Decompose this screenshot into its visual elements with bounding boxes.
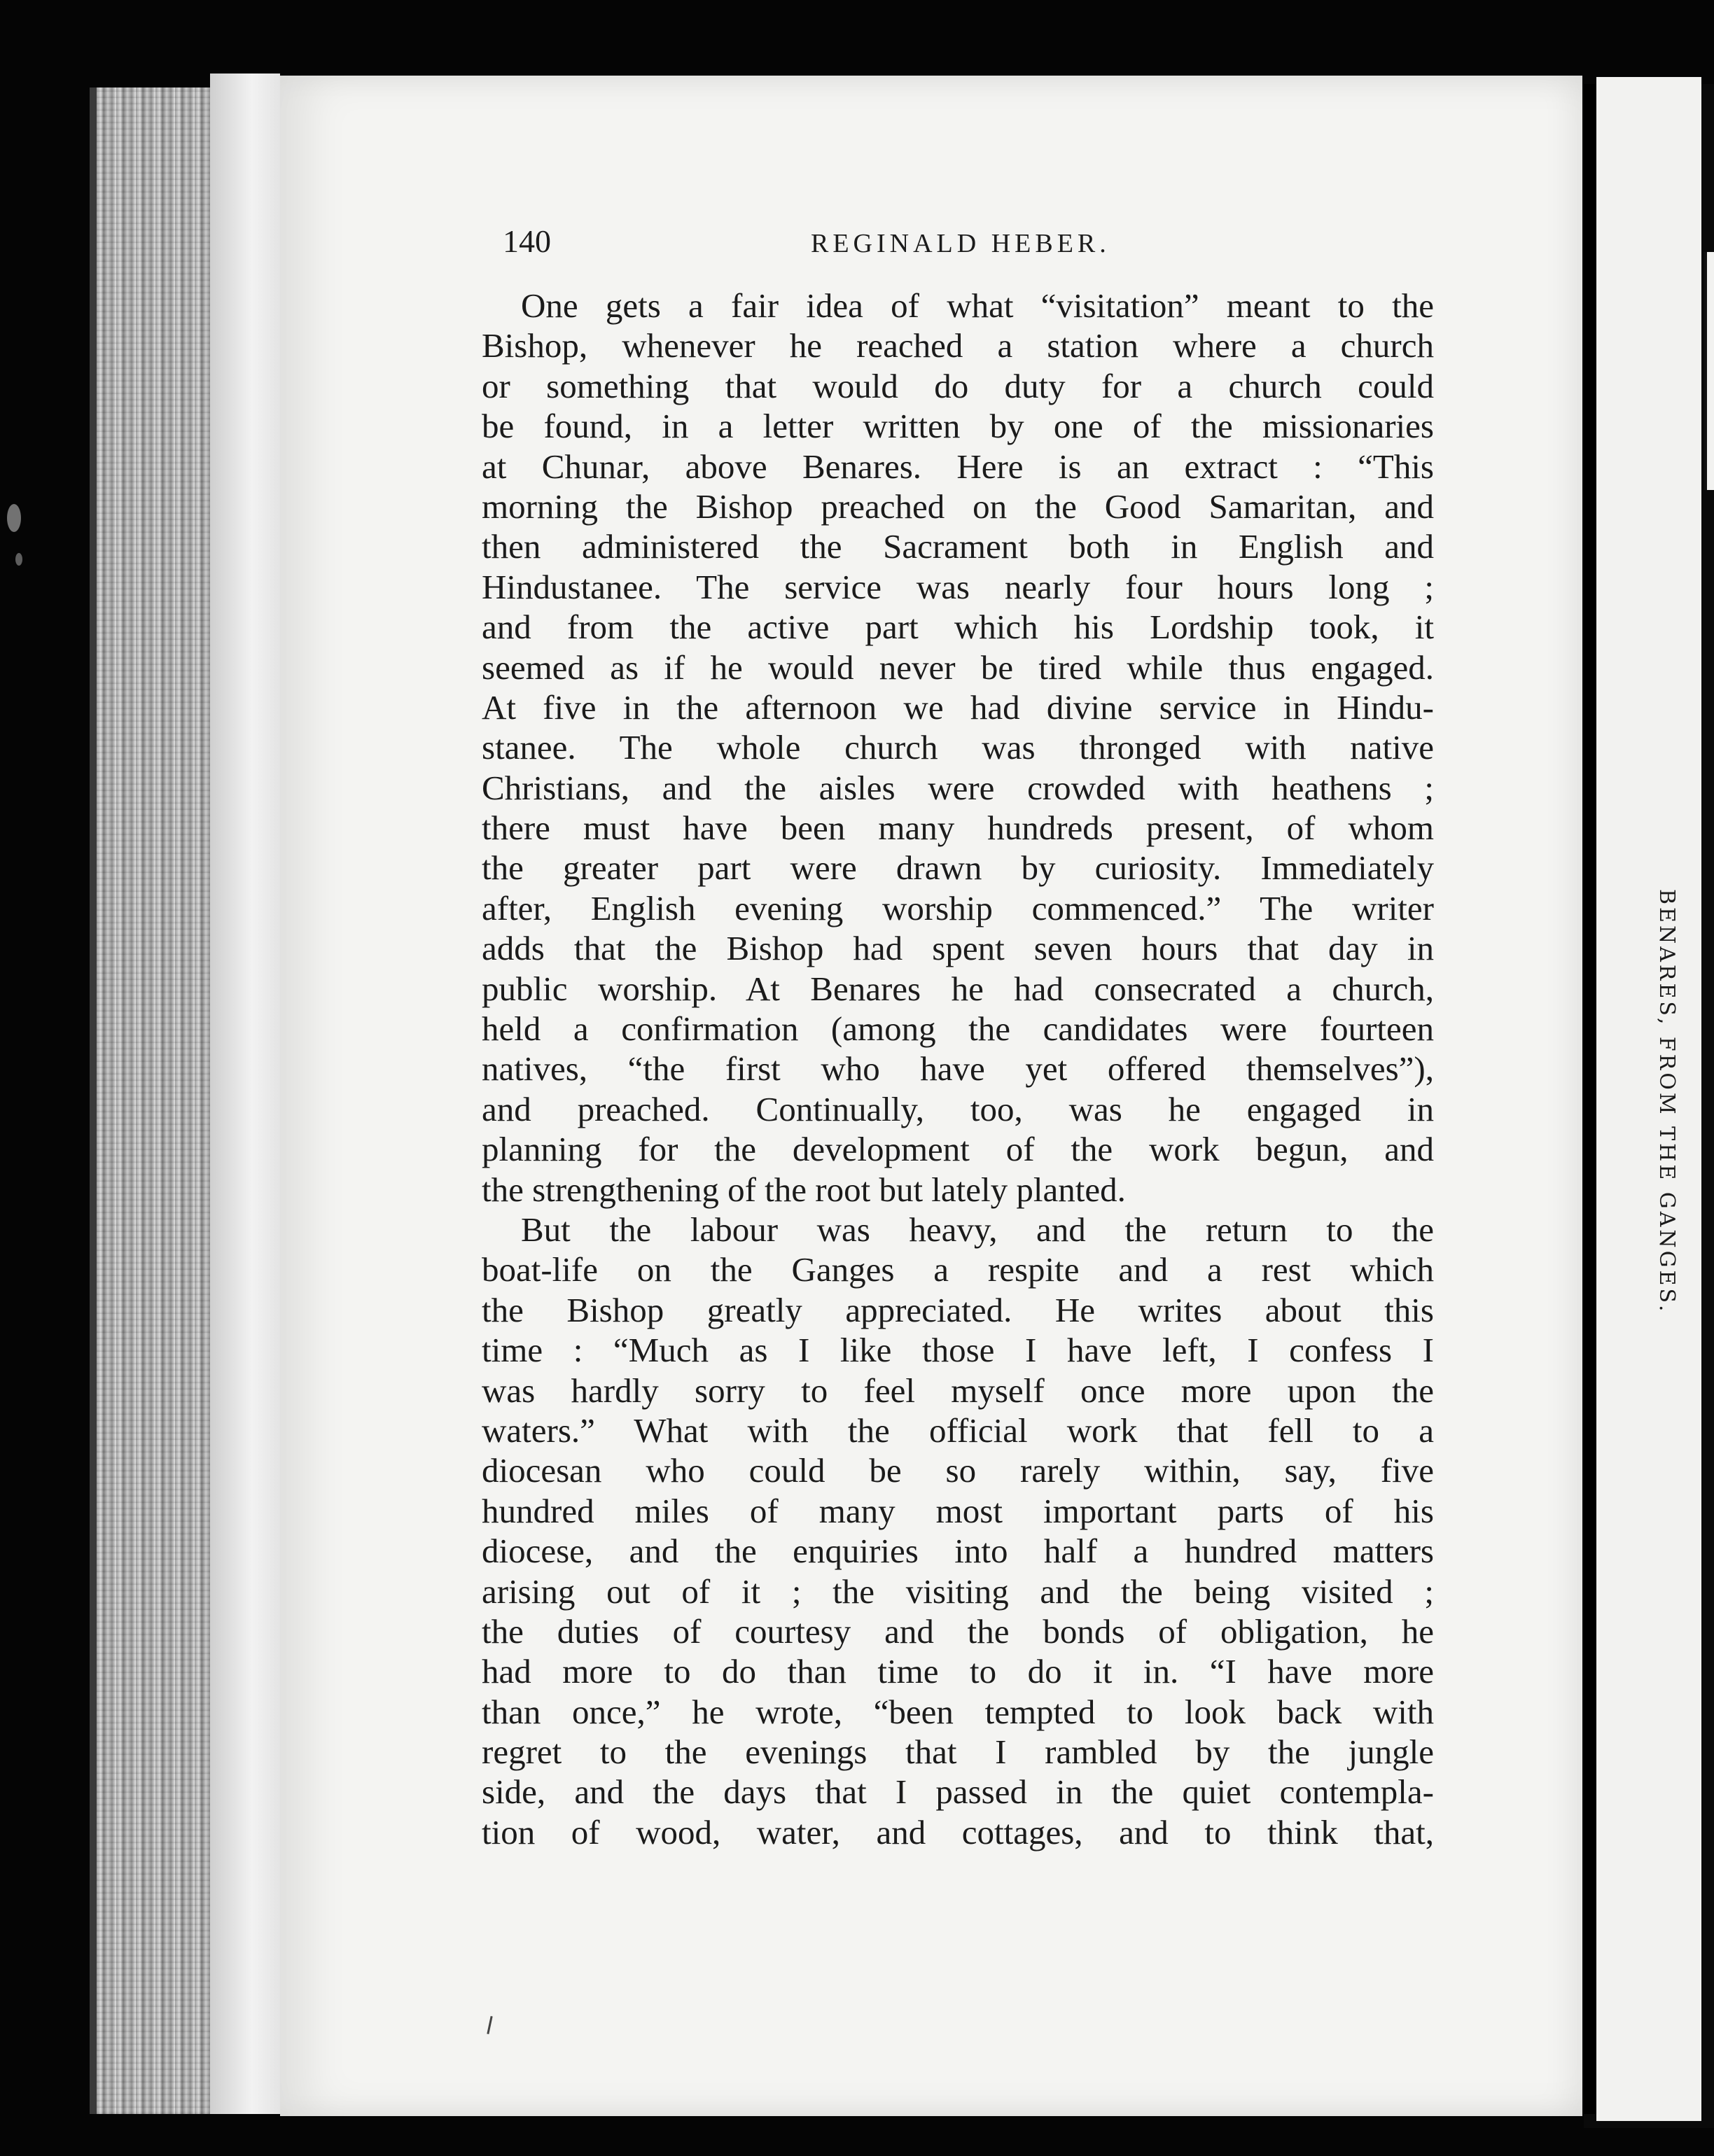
- facing-plate-paper: [1596, 77, 1701, 2121]
- text-line: the greater part were drawn by curiosity. Immediately: [482, 848, 1434, 888]
- text-line: Hindustanee. The service was nearly four hours long ;: [482, 567, 1434, 606]
- page-number: 140: [503, 223, 551, 259]
- text-line: Bishop, whenever he reached a station where a church: [482, 326, 1434, 365]
- text-line: had more to do than time to do it in. “I have more: [482, 1652, 1434, 1691]
- text-line: and from the active part which his Lordship took, it: [482, 608, 1434, 647]
- running-head: REGINALD HEBER.: [811, 229, 1110, 258]
- text-line: diocesan who could be so rarely within, say, five: [482, 1451, 1434, 1490]
- text-line: waters.” What with the official work that fell to a: [482, 1410, 1434, 1450]
- text-line: there must have been many hundreds present, of whom: [482, 808, 1434, 848]
- plate-caption: BENARES, FROM THE GANGES.: [1654, 889, 1679, 1315]
- text-line: after, English evening worship commenced.” The writer: [482, 888, 1434, 927]
- text-line: than once,” he wrote, “been tempted to look back with: [482, 1692, 1434, 1731]
- text-line: was hardly sorry to feel myself once more upon the: [482, 1371, 1434, 1410]
- plate-edge-mark: [1704, 252, 1714, 490]
- text-line: the strengthening of the root but lately planted.: [482, 1170, 1126, 1209]
- text-line: at Chunar, above Benares. Here is an extract : “This: [482, 447, 1434, 486]
- text-line: arising out of it ; the visiting and the being visited ;: [482, 1572, 1434, 1611]
- text-line: But the labour was heavy, and the return to the: [521, 1210, 1434, 1249]
- text-line: public worship. At Benares he had consecrated a church,: [482, 969, 1434, 1008]
- text-line: stanee. The whole church was thronged with native: [482, 728, 1434, 767]
- text-line: then administered the Sacrament both in English and: [482, 527, 1434, 566]
- text-line: and preached. Continually, too, was he engaged in: [482, 1089, 1434, 1128]
- facing-plate-edge: [1584, 84, 1596, 2114]
- text-line: or something that would do duty for a church could: [482, 366, 1434, 405]
- text-line: natives, “the first who have yet offered themselves”),: [482, 1049, 1434, 1088]
- text-line: the duties of courtesy and the bonds of obligation, he: [482, 1611, 1434, 1651]
- page-gutter: [210, 74, 280, 2114]
- body-text: [482, 286, 1434, 1852]
- text-line: boat-life on the Ganges a respite and a rest which: [482, 1250, 1434, 1289]
- text-line: At five in the afternoon we had divine service in Hindu-: [482, 687, 1434, 727]
- text-line: the Bishop greatly appreciated. He writes about this: [482, 1290, 1434, 1329]
- text-line: tion of wood, water, and cottages, and to think that,: [482, 1812, 1434, 1851]
- text-line: planning for the development of the work begun, and: [482, 1130, 1434, 1169]
- text-line: seemed as if he would never be tired while thus engaged.: [482, 648, 1434, 687]
- page-header: [503, 223, 1434, 265]
- dust-speck: [15, 553, 22, 566]
- text-line: be found, in a letter written by one of the missionaries: [482, 407, 1434, 446]
- text-line: regret to the evenings that I rambled by the jungle: [482, 1732, 1434, 1772]
- dust-speck: [7, 504, 21, 532]
- text-line: One gets a fair idea of what “visitation” meant to the: [521, 286, 1434, 325]
- text-line: diocese, and the enquiries into half a hundred matters: [482, 1532, 1434, 1571]
- text-line: morning the Bishop preached on the Good Samaritan, and: [482, 486, 1434, 526]
- text-line: hundred miles of many most important parts of his: [482, 1491, 1434, 1530]
- text-line: held a confirmation (among the candidates were fourteen: [482, 1009, 1434, 1049]
- text-line: side, and the days that I passed in the quiet contempla-: [482, 1772, 1434, 1812]
- text-line: adds that the Bishop had spent seven hours that day in: [482, 929, 1434, 968]
- text-line: time : “Much as I like those I have left, I confess I: [482, 1331, 1434, 1370]
- text-line: Christians, and the aisles were crowded with heathens ;: [482, 768, 1434, 807]
